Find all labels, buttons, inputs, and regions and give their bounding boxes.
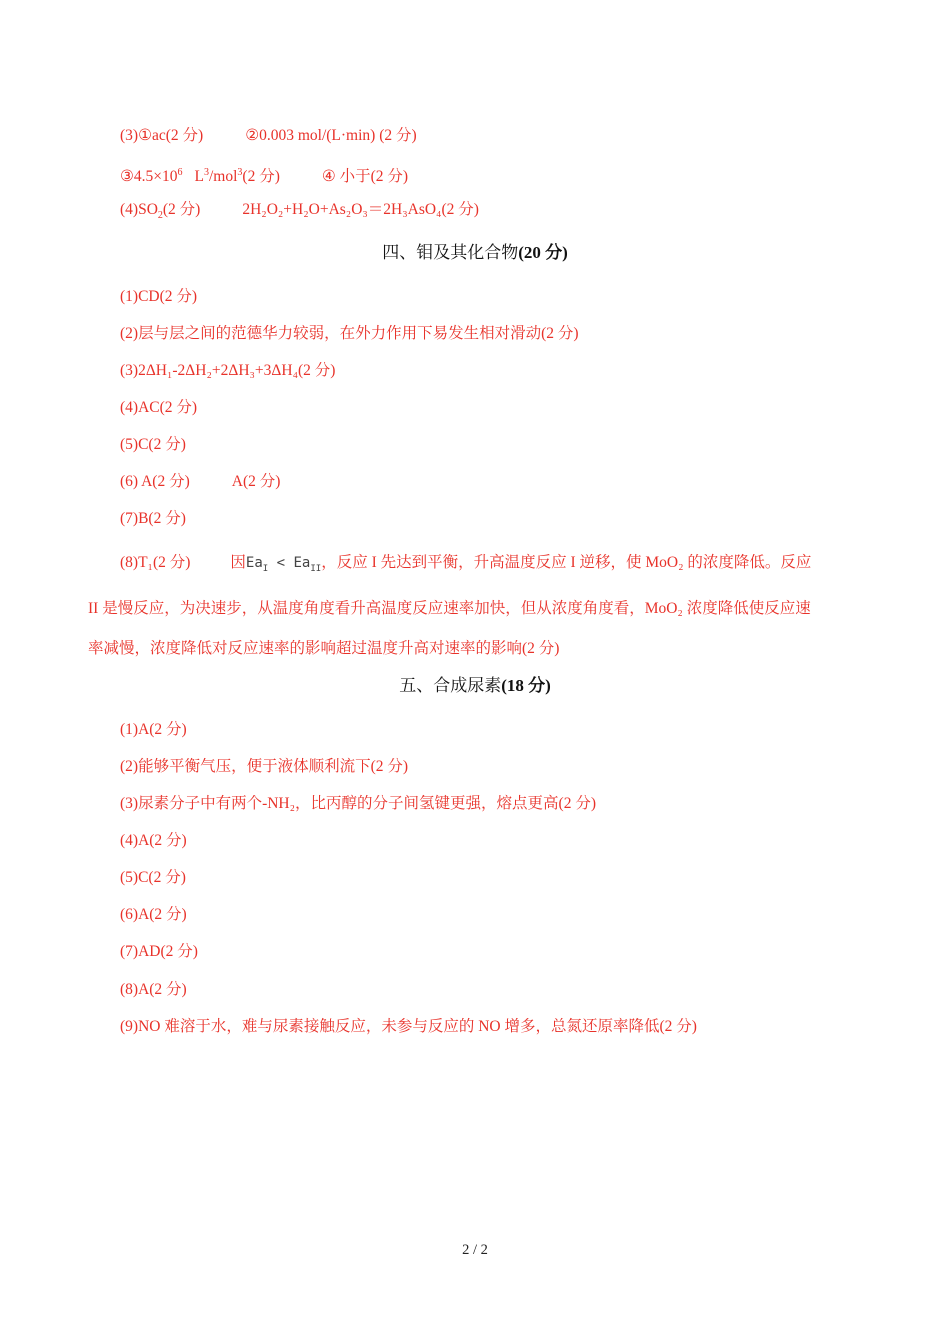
s4-item-7: (7)B(2 分) bbox=[120, 510, 186, 527]
s4-item-4: (4)AC(2 分) bbox=[120, 399, 198, 416]
less-than: < bbox=[268, 555, 294, 571]
s4-item-8-line2: II 是慢反应，为决速步，从温度角度看升高温度反应速率加快，但从浓度角度看，MoO₂ 浓度降低使反应速 bbox=[88, 599, 811, 617]
section-4-heading bbox=[0, 242, 950, 264]
s5-item-9: (9)NO 难溶于水，难与尿素接触反应，未参与反应的 NO 增多，总氮还原率降低(2 分) bbox=[120, 1018, 697, 1035]
s5-item-5: (5)C(2 分) bbox=[120, 869, 186, 886]
s4-item-1: (1)CD(2 分) bbox=[120, 288, 198, 305]
s5-item-7: (7)AD(2 分) bbox=[120, 943, 198, 960]
ea1-sub: I bbox=[262, 563, 269, 574]
s4-item-6 bbox=[120, 472, 280, 492]
answer-equation: 2H₂O₂+H₂O+As₂O₃＝2H₃AsO₄(2 分) bbox=[242, 201, 479, 218]
ea2-sub: II bbox=[310, 563, 322, 574]
section-5-heading bbox=[0, 675, 950, 697]
s4-item-8-because: 因 bbox=[230, 554, 246, 571]
section-5-title: 五、合成尿素 bbox=[399, 676, 502, 695]
answer-so2-score: (2 分) bbox=[162, 201, 201, 218]
answer-3-1b: ②0.003 mol/(L·min) (2 分) bbox=[245, 127, 417, 144]
s5-item-8: (8)A(2 分) bbox=[120, 981, 187, 998]
s4-item-3: (3)2ΔH₁-2ΔH₂+2ΔH₃+3ΔH₄(2 分) bbox=[120, 362, 336, 379]
s4-item-6a: (6) A(2 分) bbox=[120, 473, 190, 490]
ea2: Ea bbox=[293, 555, 311, 571]
answer-so2: (4)SO bbox=[120, 201, 158, 218]
eq-constant-value: ③4.5×10 bbox=[120, 168, 178, 186]
section-4-title: 四、钼及其化合物 bbox=[382, 243, 519, 262]
s5-item-3: (3)尿素分子中有两个-NH₂，比丙醇的分子间氢键更强，熔点更高(2 分) bbox=[120, 795, 596, 812]
answer-3-3 bbox=[120, 163, 408, 187]
s4-item-2: (2)层与层之间的范德华力较弱，在外力作用下易发生相对滑动(2 分) bbox=[120, 325, 579, 342]
s4-item-6b: A(2 分) bbox=[231, 473, 281, 490]
answer-3-1 bbox=[120, 126, 417, 146]
s4-item-8 bbox=[88, 543, 878, 669]
s5-item-2: (2)能够平衡气压，便于液体顺利流下(2 分) bbox=[120, 758, 409, 775]
eq-constant-exp: 6 bbox=[177, 167, 183, 178]
page-number: 2 / 2 bbox=[462, 1242, 488, 1258]
s4-item-8-text1: ，反应 I 先达到平衡，升高温度反应 I 逆移，使 MoO₂ 的浓度降低。反应 bbox=[321, 554, 812, 571]
unit-mol: /mol bbox=[208, 168, 238, 186]
answer-3-1a: (3)①ac(2 分) bbox=[120, 127, 204, 144]
s5-item-1: (1)A(2 分) bbox=[120, 721, 187, 738]
s5-item-4: (4)A(2 分) bbox=[120, 832, 187, 849]
answer-4-line bbox=[120, 200, 479, 226]
unit-l-exp: 3 bbox=[203, 167, 209, 178]
ea1: Ea bbox=[245, 555, 263, 571]
s4-item-5: (5)C(2 分) bbox=[120, 436, 186, 453]
s5-item-6: (6)A(2 分) bbox=[120, 906, 187, 923]
answer-so2-sub: 2 bbox=[157, 210, 163, 222]
answer-3-3-score: (2 分) bbox=[242, 168, 280, 186]
unit-mol-exp: 3 bbox=[237, 167, 243, 178]
s4-item-8-line3: 率减慢，浓度降低对反应速率的影响超过温度升高对速率的影响(2 分) bbox=[88, 639, 560, 657]
section-5-score: (18 分) bbox=[501, 676, 551, 695]
answer-3-4: ④ 小于(2 分) bbox=[321, 168, 409, 186]
ea-comparison bbox=[245, 555, 322, 574]
section-4-score: (20 分) bbox=[518, 243, 568, 262]
s4-item-8-label: (8)T₁(2 分) bbox=[120, 554, 191, 571]
s4-item-8-line1 bbox=[88, 543, 878, 589]
unit-l: L bbox=[194, 168, 204, 186]
